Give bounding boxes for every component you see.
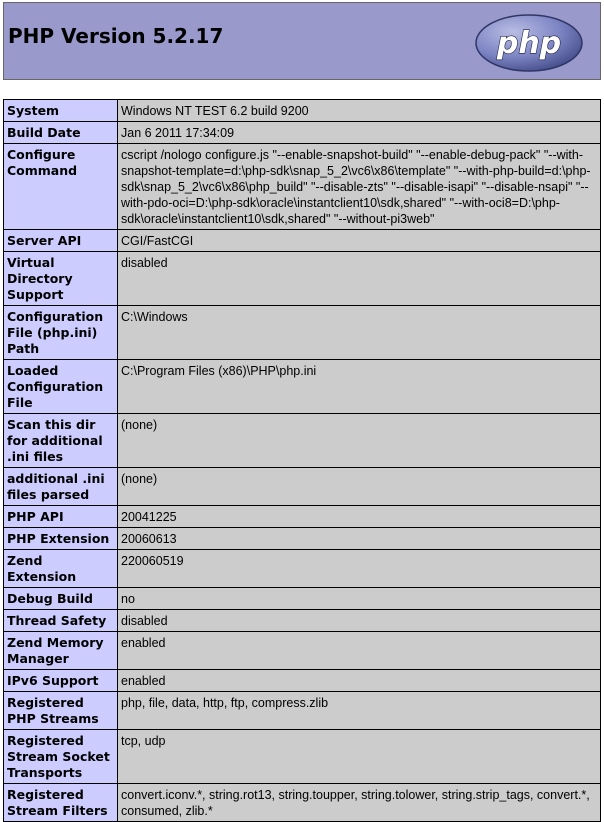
info-value: php, file, data, http, ftp, compress.zlib bbox=[118, 692, 601, 730]
table-row bbox=[4, 670, 601, 692]
info-value: cscript /nologo configure.js "--enable-snapshot-build" "--enable-debug-pack" "--with-snapshot-template=d:\php-sdk\snap_5_2\vc6\x86\template" "--with-php-build=d:\php-sdk\snap_5_2\vc6\x86\php_build" "--disable-zts" "--disable-isapi" "--disable-nsapi" "--with-pdo-oci=D:\php-sdk\oracle\instantclient10\sdk,shared" "--with-oci8=D:\php-sdk\oracle\instantclient10\sdk,shared" "--without-pi3web" bbox=[118, 144, 601, 230]
phpinfo-page bbox=[3, 0, 601, 818]
info-value: (none) bbox=[118, 414, 601, 468]
info-value: (none) bbox=[118, 468, 601, 506]
php-logo-icon bbox=[474, 13, 584, 73]
info-label: Server API bbox=[4, 230, 118, 252]
info-label: Configuration File (php.ini) Path bbox=[4, 306, 118, 360]
info-value: convert.iconv.*, string.rot13, string.toupper, string.tolower, string.strip_tags, convert.*, consumed, zlib.* bbox=[118, 784, 601, 822]
info-label: Registered Stream Socket Transports bbox=[4, 730, 118, 784]
info-value: enabled bbox=[118, 670, 601, 692]
info-label: PHP Extension bbox=[4, 528, 118, 550]
info-label: Loaded Configuration File bbox=[4, 360, 118, 414]
table-row bbox=[4, 588, 601, 610]
info-value: 220060519 bbox=[118, 550, 601, 588]
table-row bbox=[4, 414, 601, 468]
table-row bbox=[4, 528, 601, 550]
info-value: Windows NT TEST 6.2 build 9200 bbox=[118, 100, 601, 122]
info-label: System bbox=[4, 100, 118, 122]
info-value: 20041225 bbox=[118, 506, 601, 528]
info-label: Thread Safety bbox=[4, 610, 118, 632]
info-label: Zend Memory Manager bbox=[4, 632, 118, 670]
info-label: PHP API bbox=[4, 506, 118, 528]
table-row bbox=[4, 230, 601, 252]
info-value: Jan 6 2011 17:34:09 bbox=[118, 122, 601, 144]
info-value: disabled bbox=[118, 610, 601, 632]
php-logo-text: php bbox=[496, 26, 562, 61]
table-row bbox=[4, 632, 601, 670]
info-label: additional .ini files parsed bbox=[4, 468, 118, 506]
page-title: PHP Version 5.2.17 bbox=[8, 24, 224, 48]
info-label: Virtual Directory Support bbox=[4, 252, 118, 306]
info-label: Scan this dir for additional .ini files bbox=[4, 414, 118, 468]
table-row bbox=[4, 144, 601, 230]
table-row bbox=[4, 100, 601, 122]
info-value: C:\Windows bbox=[118, 306, 601, 360]
info-label: Debug Build bbox=[4, 588, 118, 610]
info-label: Configure Command bbox=[4, 144, 118, 230]
table-row bbox=[4, 550, 601, 588]
info-value: C:\Program Files (x86)\PHP\php.ini bbox=[118, 360, 601, 414]
table-row bbox=[4, 468, 601, 506]
table-row bbox=[4, 610, 601, 632]
info-label: Registered Stream Filters bbox=[4, 784, 118, 822]
info-value: tcp, udp bbox=[118, 730, 601, 784]
table-row bbox=[4, 692, 601, 730]
info-label: Zend Extension bbox=[4, 550, 118, 588]
info-value: enabled bbox=[118, 632, 601, 670]
table-row bbox=[4, 122, 601, 144]
table-row bbox=[4, 730, 601, 784]
php-info-table bbox=[3, 99, 601, 822]
info-label: Registered PHP Streams bbox=[4, 692, 118, 730]
info-value: 20060613 bbox=[118, 528, 601, 550]
info-label: IPv6 Support bbox=[4, 670, 118, 692]
table-row bbox=[4, 506, 601, 528]
table-row bbox=[4, 360, 601, 414]
info-value: CGI/FastCGI bbox=[118, 230, 601, 252]
table-row bbox=[4, 252, 601, 306]
info-value: no bbox=[118, 588, 601, 610]
info-label: Build Date bbox=[4, 122, 118, 144]
table-row bbox=[4, 306, 601, 360]
header-bar bbox=[3, 2, 601, 80]
info-value: disabled bbox=[118, 252, 601, 306]
table-row bbox=[4, 784, 601, 822]
